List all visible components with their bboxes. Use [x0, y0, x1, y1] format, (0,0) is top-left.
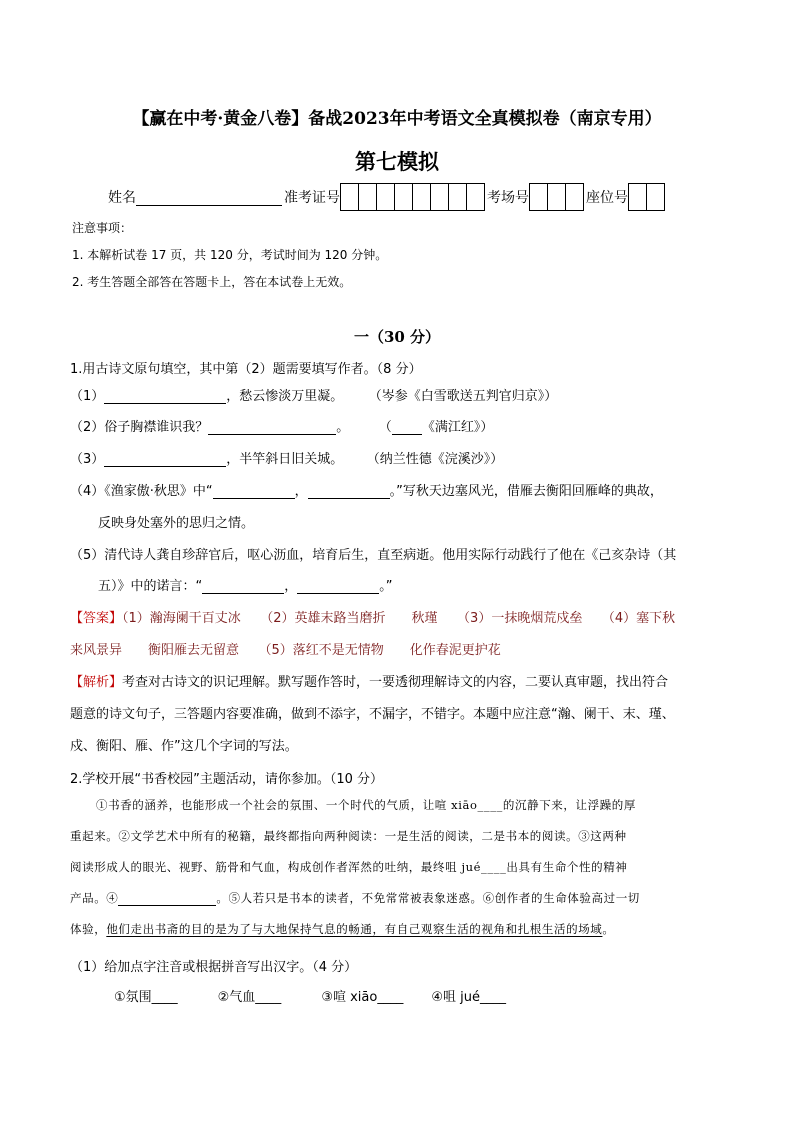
q1-sub2-author-blank	[392, 420, 422, 435]
notes-heading: 注意事项：	[72, 221, 133, 235]
analysis-line-1	[70, 671, 668, 690]
q1-stem: 1.用古诗文原句填空，其中第（2）题需要填写作者。（8 分）	[70, 362, 422, 377]
q1-sub2-blank	[208, 420, 336, 435]
q1-sub5-line2	[98, 575, 393, 594]
q2-passage-line-5	[70, 921, 615, 937]
answer-line-1	[70, 607, 675, 626]
q2-passage-line-5-end: 。	[602, 922, 615, 936]
q1-sub1-text: ，愁云惨淡万里凝。	[226, 389, 344, 404]
q2-passage-blank	[118, 893, 216, 906]
q2-stem: 2.学校开展“书香校园”主题活动，请你参加。（10 分）	[70, 772, 384, 787]
analysis-line-3: 戍、衡阳、雁、作”这几个字词的写法。	[70, 739, 298, 754]
q1-sub3-source: （纳兰性德《浣溪沙》）	[373, 452, 504, 467]
q1-sub3	[70, 448, 503, 467]
analysis-tag: 【解析】	[70, 675, 123, 690]
q1-sub5-end: 。”	[379, 579, 393, 594]
q1-sub1-source: （岑参《白雪歌送五判官归京》）	[375, 389, 558, 404]
q1-sub2	[70, 416, 493, 435]
q1-sub3-text: ，半竿斜日旧关城。	[226, 452, 344, 467]
q1-sub4-text-a: （4）《渔家傲·秋思》中“	[70, 484, 213, 499]
answer-line-2: 来风景异 衡阳雁去无留意 （5）落红不是无情物 化作春泥更护花	[70, 643, 501, 658]
q1-sub2-end: 。	[336, 420, 350, 435]
exam-number-label: 准考证号	[284, 190, 340, 206]
name-blank	[136, 189, 282, 206]
answer-tag: 【答案】	[70, 611, 123, 626]
q2-option-3: ③喧 xiāo____	[321, 990, 404, 1005]
analysis-text-1: 考查对古诗文的识记理解。默写题作答时，一要透彻理解诗文的内容，二要认真审题，找出符合	[122, 675, 669, 690]
answer-text-1: （1）瀚海阑干百丈冰 （2）英雄末路当磨折 秋瑾 （3）一抹晚烟荒戍垒 （4）塞下秋	[122, 611, 676, 626]
q2-passage-line-4b: 。⑤人若只是书本的读者，不免常常被表象迷惑。⑥创作者的生命体验高过一切	[216, 891, 640, 905]
exam-title: 【赢在中考·黄金八卷】备战2023年中考语文全真模拟卷（南京专用）	[132, 109, 662, 129]
seat-boxes	[628, 183, 665, 211]
q1-sub5-text-b: 五）》中的诺言：“	[98, 579, 203, 594]
q1-sub5-line1: （5）清代诗人龚自珍辞官后，呕心沥血，培育后生，直至病逝。他用实际行动践行了他在《己亥杂诗（其	[70, 548, 677, 563]
exam-room-label: 考场号	[487, 190, 529, 206]
q1-sub4-blank-2	[308, 484, 390, 499]
q2-sub1-stem: （1）给加点字注音或根据拼音写出汉字。（4 分）	[70, 960, 358, 975]
q1-sub4-blank-1	[213, 484, 295, 499]
notes-item-2: 2. 考生答题全部答在答题卡上，答在本试卷上无效。	[72, 275, 352, 289]
q2-passage-line-1: ①书香的涵养，也能形成一个社会的氛围、一个时代的气质，让喧 xiāo____的沉静下来，让浮躁的厚	[96, 798, 636, 812]
q2-passage-line-5a: 体验，	[70, 922, 107, 936]
q1-sub4-text-b: 。”写秋天边塞风光，借雁去衡阳回雁峰的典故，	[389, 484, 663, 499]
exam-subtitle: 第七模拟	[355, 149, 439, 174]
q1-sub5-blank-1	[202, 579, 284, 594]
q2-passage-underlined-sentence: 他们走出书斋的目的是为了与大地保持气息的畅通，有自己观察生活的视角和扎根生活的场域	[106, 922, 603, 936]
q1-sub1	[70, 385, 557, 404]
q1-sub2-source-open: （	[385, 420, 392, 435]
q2-passage-line-4a: 产品。④	[70, 891, 119, 905]
exam-number-boxes	[340, 183, 485, 211]
q2-passage-line-2: 重起来。②文学艺术中所有的秘籍，最终都指向两种阅读：一是生活的阅读，二是书本的阅读。③这两种	[70, 829, 627, 843]
q1-sub4-comma: ，	[294, 484, 308, 499]
q1-sub1-num: （1）	[70, 389, 105, 404]
q1-sub5-comma: ，	[284, 579, 298, 594]
name-label: 姓名	[108, 190, 136, 206]
q1-sub1-blank	[104, 389, 226, 404]
notes-item-1: 1. 本解析试卷 17 页，共 120 分，考试时间为 120 分钟。	[72, 248, 388, 262]
q2-option-1: ①氛围____	[114, 990, 178, 1005]
q1-sub4-line2: 反映身处塞外的思归之情。	[98, 516, 255, 531]
candidate-info-row	[108, 182, 667, 212]
q1-sub3-num: （3）	[70, 452, 105, 467]
q1-sub4-line1	[70, 480, 663, 499]
q2-sub1-options	[114, 986, 506, 1005]
q1-sub2-source-close: 《满江红》）	[421, 420, 494, 435]
q1-sub2-text: （2）俗子胸襟谁识我？	[70, 420, 209, 435]
q2-passage-line-4	[70, 890, 640, 906]
q2-passage-line-3: 阅读形成人的眼光、视野、筋骨和气血，构成创作者浑然的吐纳，最终咀 jué____出具有生命个性的精神	[70, 860, 628, 874]
seat-label: 座位号	[586, 190, 628, 206]
q1-sub5-blank-2	[297, 579, 379, 594]
q2-option-2: ②气血____	[217, 990, 282, 1005]
exam-room-boxes	[529, 183, 584, 211]
analysis-line-2: 题意的诗文句子，三答题内容要准确，做到不添字，不漏字，不错字。本题中应注意“瀚、阑干、末、瑾、	[70, 707, 675, 722]
q2-option-4: ④咀 jué____	[431, 990, 506, 1005]
section-title: 一（30 分）	[353, 328, 441, 346]
q1-sub3-blank	[104, 452, 226, 467]
